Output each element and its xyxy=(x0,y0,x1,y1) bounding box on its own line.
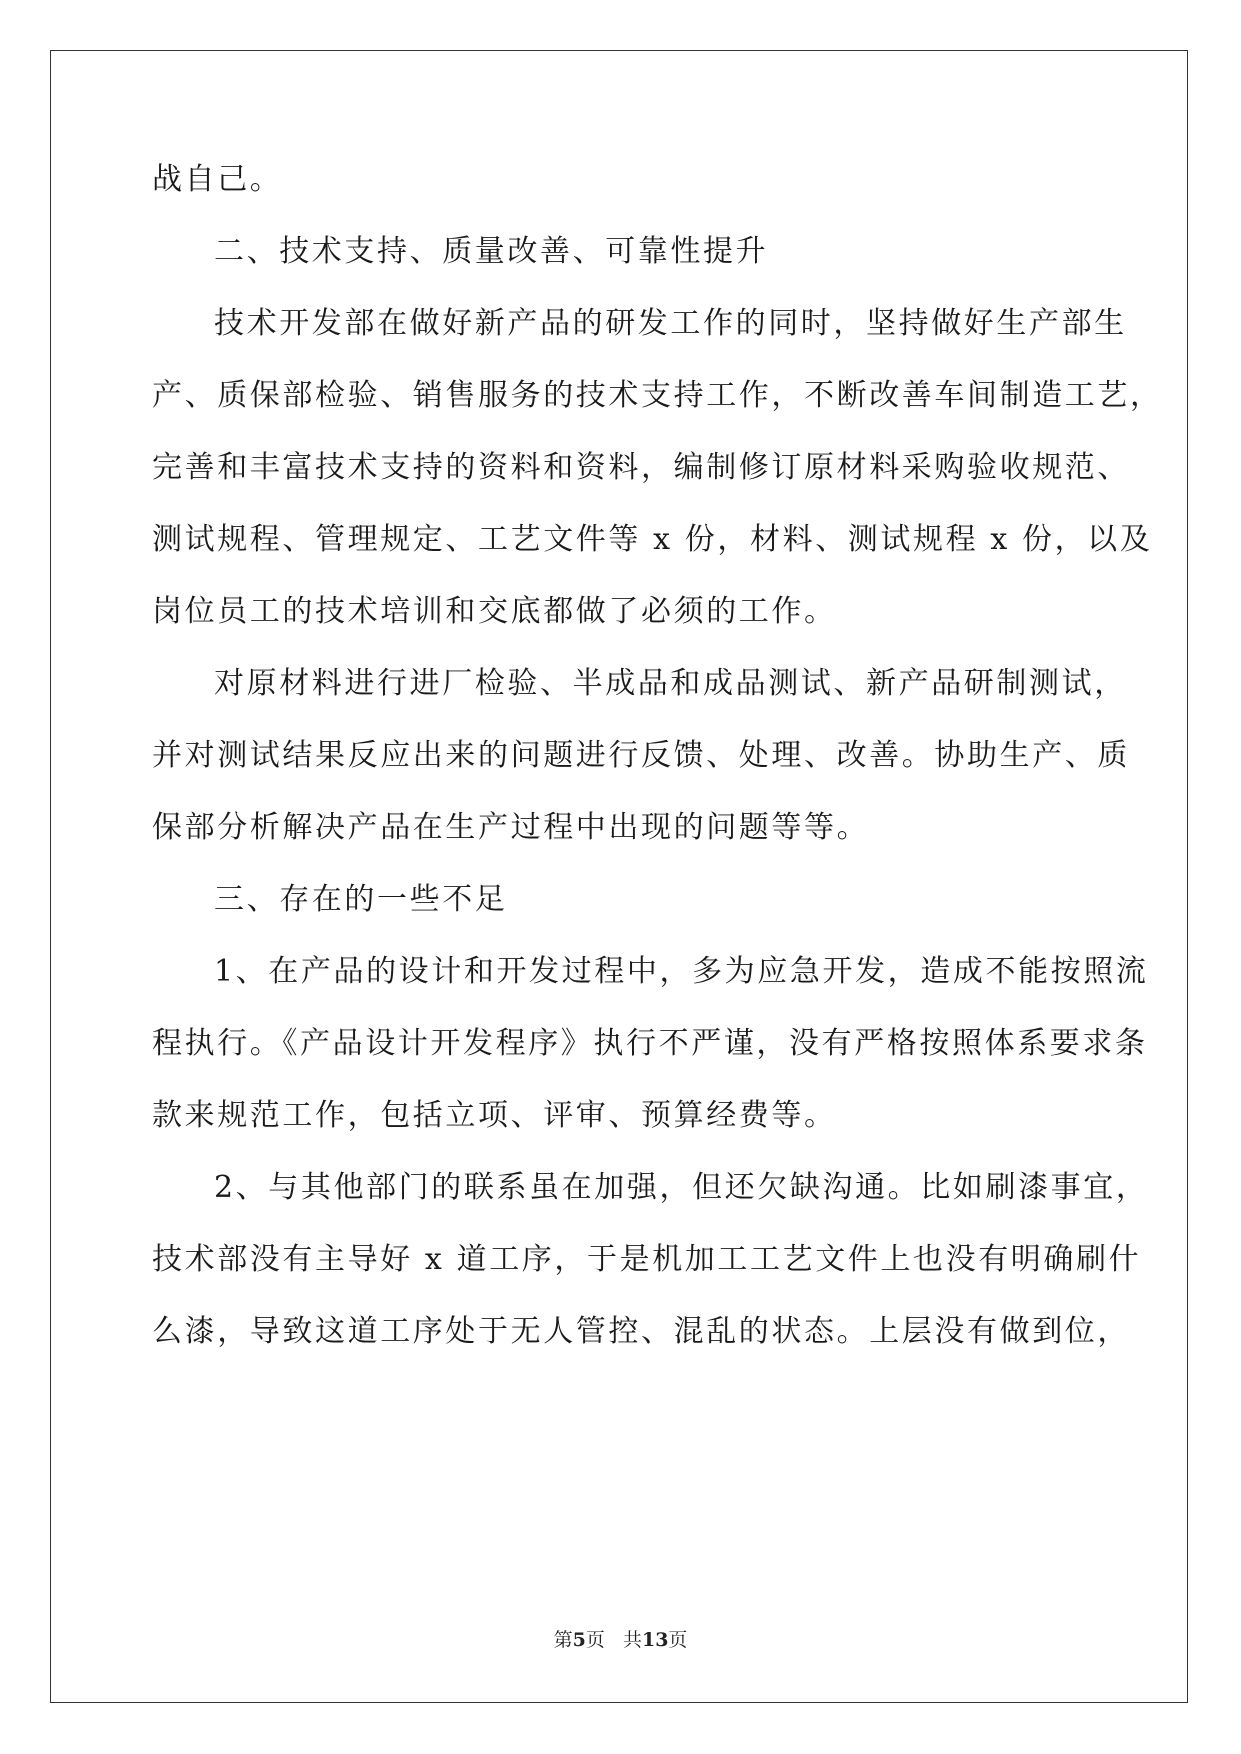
text-line-15: 2、与其他部门的联系虽在加强，但还欠缺沟通。比如刷漆事宜， xyxy=(214,1170,1149,1205)
text-line-9: 并对测试结果反应出来的问题进行反馈、处理、改善。协助生产、质 xyxy=(152,738,1130,773)
footer-total-suffix: 页 xyxy=(668,1629,688,1651)
text-line-17: 么漆，导致这道工序处于无人管控、混乱的状态。上层没有做到位， xyxy=(152,1314,1130,1349)
text-line-6: 测试规程、管理规定、工艺文件等 x 份，材料、测试规程 x 份，以及 xyxy=(152,522,1153,557)
text-line-14: 款来规范工作，包括立项、评审、预算经费等。 xyxy=(152,1098,837,1133)
page-border xyxy=(50,50,1188,1703)
text-line-12: 1、在产品的设计和开发过程中，多为应急开发，造成不能按照流 xyxy=(214,954,1149,989)
page-footer xyxy=(0,1628,1241,1652)
text-line-7: 岗位员工的技术培训和交底都做了必须的工作。 xyxy=(152,594,837,629)
footer-prefix: 第 xyxy=(553,1629,573,1651)
footer-total-prefix: 共 xyxy=(622,1629,642,1651)
text-line-3: 技术开发部在做好新产品的研发工作的同时，坚持做好生产部生 xyxy=(214,306,1127,341)
text-line-13: 程执行。《产品设计开发程序》执行不严谨，没有严格按照体系要求条 xyxy=(152,1026,1148,1061)
section-heading-2: 二、技术支持、质量改善、可靠性提升 xyxy=(214,234,769,269)
text-line-5: 完善和丰富技术支持的资料和资料，编制修订原材料采购验收规范、 xyxy=(152,450,1130,485)
text-line-10: 保部分析解决产品在生产过程中出现的问题等等。 xyxy=(152,810,870,845)
section-heading-3: 三、存在的一些不足 xyxy=(214,882,508,917)
footer-total-pages: 13 xyxy=(641,1629,669,1651)
text-line-16: 技术部没有主导好 x 道工序，于是机加工工艺文件上也没有明确刷什 xyxy=(152,1242,1142,1277)
footer-page-number: 5 xyxy=(572,1629,586,1651)
footer-page-suffix: 页 xyxy=(585,1629,605,1651)
text-line-8: 对原材料进行进厂检验、半成品和成品测试、新产品研制测试， xyxy=(214,666,1127,701)
text-line-1: 战自己。 xyxy=(152,162,283,197)
text-line-4: 产、质保部检验、销售服务的技术支持工作，不断改善车间制造工艺， xyxy=(152,378,1163,413)
